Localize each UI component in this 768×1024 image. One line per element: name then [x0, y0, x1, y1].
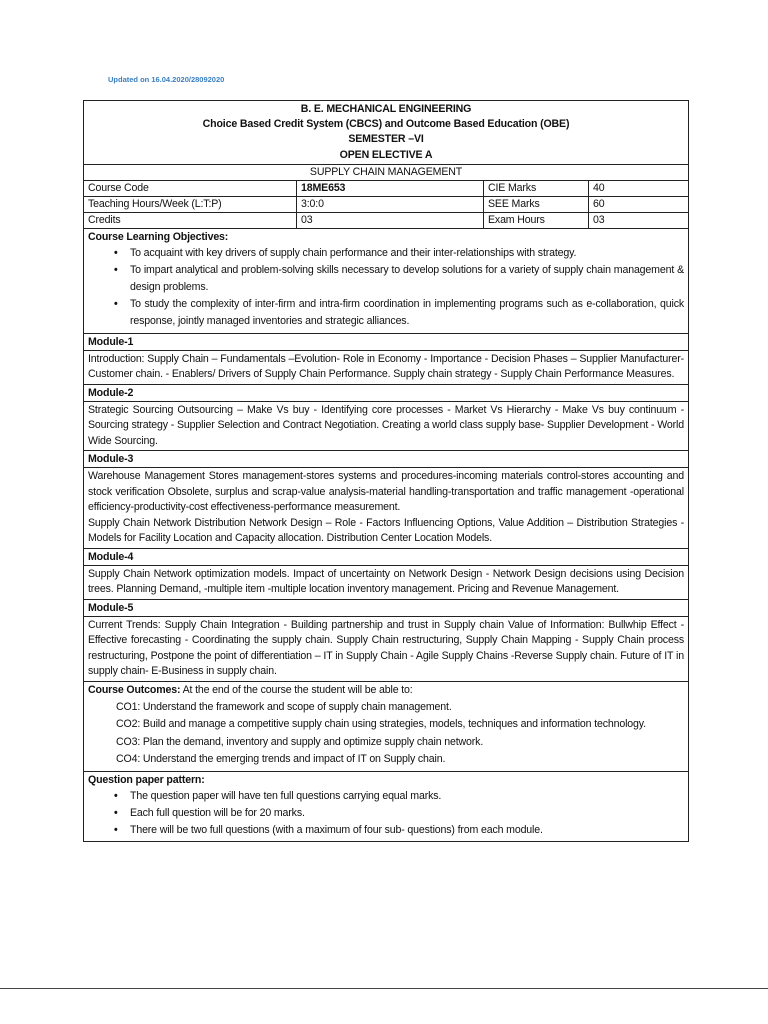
outcome-text: Understand the emerging trends and impact of IT on Supply chain.: [140, 753, 446, 766]
page-divider: [0, 988, 768, 989]
pattern-item: • There will be two full questions (with a maximum of four sub- questions) from each module.: [116, 822, 684, 839]
info-label: Course Code: [84, 181, 297, 196]
module-5-body: Current Trends: Supply Chain Integration - Building partnership and trust in Supply chain Value of Information: Bullwhip Effect - Effective forecasting - Coordinating the supply chain. Supply Chain restructuring, Supply Chain Mapping - Supply Chain process restructuring, Postpone the point of differentiation – IT in Supply Chain - Agile Supply Chains -Reverse Supply chain. Future of IT in supply chain- E-Business in supply chain.: [84, 617, 688, 682]
info-value: 40: [593, 181, 605, 194]
outcome-item: [88, 734, 684, 752]
info-row: [84, 181, 688, 197]
info-label: Credits: [84, 213, 297, 228]
system-title: Choice Based Credit System (CBCS) and Outcome Based Education (OBE): [202, 118, 570, 131]
pattern-item: • Each full question will be for 20 marks.: [116, 805, 684, 822]
info-value: 03: [297, 213, 484, 228]
module-3-body: [84, 468, 688, 549]
info-row: [84, 213, 688, 229]
info-label: CIE Marks: [484, 181, 589, 196]
info-value: 60: [593, 197, 605, 210]
outcomes-title: Course Outcomes:: [88, 683, 181, 696]
info-label: SEE Marks: [484, 197, 589, 212]
outcome-code: CO3:: [116, 735, 141, 748]
outcome-item: [88, 751, 684, 769]
outcomes-intro: At the end of the course the student will be able to:: [180, 683, 413, 696]
updated-note: Updated on 16.04.2020/28092020: [108, 75, 225, 84]
title-block: [84, 101, 688, 165]
pattern-section: [84, 772, 688, 841]
objective-item: • To impart analytical and problem-solving skills necessary to develop solutions for a variety of supply chain management & design problems.: [116, 262, 684, 296]
info-label: Teaching Hours/Week (L:T:P): [84, 197, 297, 212]
elective-title: OPEN ELECTIVE A: [339, 148, 433, 161]
program-title: B. E. MECHANICAL ENGINEERING: [300, 103, 472, 115]
objectives-list: [88, 245, 684, 330]
objective-item: • To study the complexity of inter-firm and intra-firm coordination in implementing programs such as e-collaboration, quick response, jointly managed inventories and strategic alliances.: [116, 296, 684, 330]
objectives-title: Course Learning Objectives:: [88, 230, 229, 243]
module-1-body: Introduction: Supply Chain – Fundamentals –Evolution- Role in Economy - Importance - Decision Phases – Supplier Manufacturer-Customer chain. - Enablers/ Drivers of Supply Chain Performance. Supply chain strategy - Supply Chain Performance Measures.: [84, 351, 688, 385]
outcome-item: [88, 699, 684, 717]
objectives-section: [84, 229, 688, 334]
module-3-paragraph: Warehouse Management Stores management-stores systems and procedures-incoming materials control-stores accounting and stock verification Obsolete, surplus and scrap-value analysis-material handling-transportation and traffic management -operational efficiency-productivity-cost effectiveness-performance measurement.: [88, 470, 684, 514]
outcome-text: Build and manage a competitive supply chain using strategies, models, techniques and information technology.: [140, 718, 646, 731]
outcome-item: [88, 716, 684, 734]
module-2-body: Strategic Sourcing Outsourcing – Make Vs buy - Identifying core processes - Market Vs Hierarchy - Make Vs buy continuum -Sourcing strategy - Supplier Selection and Contract Negotiation. Creating a world class supply base- Supplier Development - World Wide Sourcing.: [84, 402, 688, 452]
module-1-title: Module-1: [84, 334, 688, 351]
outcomes-section: [84, 682, 688, 772]
outcome-code: CO1:: [116, 700, 141, 713]
info-row: [84, 197, 688, 213]
course-title: SUPPLY CHAIN MANAGEMENT: [84, 165, 688, 181]
module-4-title: Module-4: [84, 549, 688, 566]
info-value: 18ME653: [297, 181, 484, 196]
semester-title: SEMESTER –VI: [348, 133, 424, 146]
pattern-title: Question paper pattern:: [88, 773, 205, 786]
outcome-code: CO4:: [116, 753, 141, 766]
module-2-title: Module-2: [84, 385, 688, 402]
module-3-paragraph: Supply Chain Network Distribution Network Design – Role - Factors Influencing Options, Value Addition – Distribution Strategies - Models for Facility Location and Capacity allocation. Distribution Center Location Models.: [88, 516, 684, 545]
objective-item: • To acquaint with key drivers of supply chain performance and their inter-relationships with strategy.: [116, 245, 684, 262]
module-3-title: Module-3: [84, 451, 688, 468]
pattern-list: [88, 788, 684, 839]
pattern-item: • The question paper will have ten full questions carrying equal marks.: [116, 788, 684, 805]
info-value: 3:0:0: [297, 197, 484, 212]
syllabus-table: [83, 100, 689, 842]
info-value: 03: [593, 213, 605, 226]
module-5-title: Module-5: [84, 600, 688, 617]
info-label: Exam Hours: [484, 213, 589, 228]
outcome-code: CO2:: [116, 718, 141, 731]
outcome-text: Understand the framework and scope of supply chain management.: [140, 700, 452, 713]
module-4-body: Supply Chain Network optimization models. Impact of uncertainty on Network Design - Network Design decisions using Decision trees. Planning Demand, -multiple item -multiple location inventory management. Pricing and Revenue Management.: [84, 566, 688, 600]
outcome-text: Plan the demand, inventory and supply and optimize supply chain network.: [140, 735, 484, 748]
